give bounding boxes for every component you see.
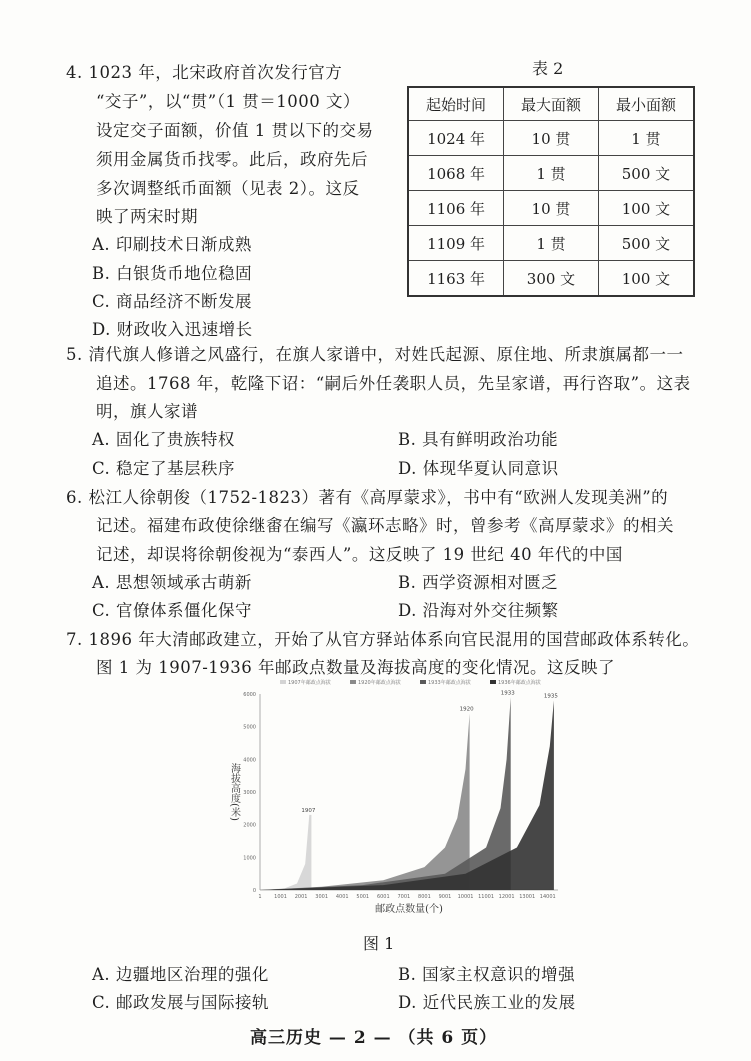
table-row (408, 261, 694, 297)
q6-option-b: B. 西学资源相对匮乏 (398, 573, 559, 592)
legend-label: 1933年邮政点海拔 (428, 680, 471, 686)
table-header-row (408, 87, 694, 121)
q7-line-2: 图 1 为 1907-1936 年邮政点数量及海拔高度的变化情况。这反映了 (96, 658, 616, 677)
q4-option-a: A. 印刷技术日渐成熟 (92, 235, 252, 254)
table-row (408, 226, 694, 261)
page-footer: 高三历史 — 2 — （共 6 页） (250, 1028, 498, 1048)
legend-swatch (420, 680, 426, 684)
q5-line-3: 明，旗人家谱 (96, 402, 198, 421)
y-tick-label: 6000 (243, 692, 256, 698)
table-cell: 500 文 (598, 226, 694, 261)
q4-option-c: C. 商品经济不断发展 (92, 292, 253, 311)
x-tick-label: 2001 (294, 894, 308, 900)
x-tick-label: 12001 (498, 894, 515, 900)
q4-line-4: 须用金属货币找零。此后，政府先后 (96, 150, 368, 169)
table-cell: 1109 年 (408, 226, 504, 261)
series-area-1933 (260, 697, 511, 890)
q5-option-b: B. 具有鲜明政治功能 (398, 430, 559, 449)
x-tick-label: 5001 (356, 894, 370, 900)
x-tick-label: 7001 (397, 894, 411, 900)
x-tick-label: 10001 (457, 894, 474, 900)
q6-line-3: 记述，却误将徐朝俊视为“泰西人”。这反映了 19 世纪 40 年代的中国 (96, 545, 623, 564)
legend-swatch (490, 680, 496, 684)
q6-option-d: D. 沿海对外交往频繁 (398, 601, 559, 620)
table-header-cell: 最小面额 (598, 87, 694, 121)
q4-line-3: 设定交子面额，价值 1 贯以下的交易 (96, 121, 374, 140)
legend-label: 1936年邮政点海拔 (498, 680, 541, 686)
q6-option-c: C. 官僚体系僵化保守 (92, 601, 253, 620)
q4-line-1: 4. 1023 年，北宋政府首次发行官方 (66, 63, 343, 82)
table-header-cell: 起始时间 (408, 87, 504, 121)
series-peak-label: 1920 (459, 706, 474, 713)
table-cell: 1 贯 (504, 156, 599, 191)
x-tick-label: 11001 (478, 894, 495, 900)
q7-option-b: B. 国家主权意识的增强 (398, 965, 576, 984)
q5-option-d: D. 体现华夏认同意识 (398, 459, 559, 478)
q4-line-2: “交子”，以“贯”（1 贯＝1000 文） (96, 92, 360, 111)
legend-label: 1907年邮政点海拔 (288, 680, 331, 686)
legend-label: 1920年邮政点海拔 (358, 680, 401, 686)
q4-line-5: 多次调整纸币面额（见表 2）。这反 (96, 179, 360, 198)
table-cell: 100 文 (598, 191, 694, 226)
q5-line-1: 5. 清代旗人修谱之风盛行，在旗人家谱中，对姓氏起源、原住地、所隶旗属都一一 (66, 345, 684, 364)
q7-option-a: A. 边疆地区治理的强化 (92, 965, 269, 984)
y-tick-label: 0 (252, 888, 256, 894)
table-cell: 1 贯 (598, 121, 694, 156)
q5-line-2: 追述。1768 年，乾隆下诏：“嗣后外任袭职人员，先呈家谱，再行咨取”。这表 (96, 374, 691, 393)
q6-line-2: 记述。福建布政使徐继畬在编写《瀛环志略》时，曾参考《高厚蒙求》的相关 (96, 516, 674, 535)
table-cell: 1024 年 (408, 121, 504, 156)
y-tick-label: 4000 (243, 757, 256, 764)
y-tick-label: 2000 (243, 822, 256, 829)
q4-line-6: 映了两宋时期 (96, 207, 198, 226)
q6-line-1: 6. 松江人徐朝俊（1752-1823）著有《高厚蒙求》，书中有“欧洲人发现美洲”的 (66, 488, 669, 507)
table-cell: 10 贯 (504, 191, 599, 226)
legend-swatch (280, 680, 286, 684)
x-tick-label: 14001 (539, 894, 556, 900)
table-cell: 1163 年 (408, 261, 504, 297)
series-area-1907 (260, 815, 311, 890)
denomination-table (407, 86, 695, 297)
series-peak-label: 1907 (301, 807, 316, 814)
x-tick-label: 3001 (315, 894, 329, 900)
table-row (408, 191, 694, 226)
y-tick-label: 5000 (243, 724, 256, 731)
x-tick-label: 1001 (274, 894, 287, 900)
q5-option-a: A. 固化了贵族特权 (92, 430, 235, 449)
table-cell: 1 贯 (504, 226, 599, 261)
table-header-cell: 最大面额 (504, 87, 599, 121)
q7-option-d: D. 近代民族工业的发展 (398, 993, 576, 1012)
x-tick-label: 8001 (418, 894, 431, 900)
x-tick-label: 4001 (335, 894, 349, 900)
q4-option-d: D. 财政收入迅速增长 (92, 320, 253, 339)
q6-option-a: A. 思想领域承古萌新 (92, 573, 252, 592)
q7-line-1: 7. 1896 年大清邮政建立，开始了从官方驿站体系向官民混用的国营邮政体系转化。 (66, 630, 700, 649)
x-tick-label: 13001 (519, 894, 536, 900)
altitude-chart (220, 672, 570, 922)
table-cell: 300 文 (504, 261, 599, 297)
legend-swatch (350, 680, 356, 684)
x-axis-label: 邮政点数量(个) (375, 904, 443, 915)
table-cell: 1068 年 (408, 156, 504, 191)
table-row (408, 156, 694, 191)
table-cell: 1106 年 (408, 191, 504, 226)
q7-option-c: C. 邮政发展与国际接轨 (92, 993, 270, 1012)
x-tick-label: 1 (258, 894, 262, 900)
q4-option-b: B. 白银货币地位稳固 (92, 264, 253, 283)
table-cell: 100 文 (598, 261, 694, 297)
table-cell: 10 贯 (504, 121, 599, 156)
y-tick-label: 3000 (243, 790, 256, 796)
series-area-1920 (260, 714, 470, 890)
q5-option-c: C. 稳定了基层秩序 (92, 459, 236, 478)
x-tick-label: 9001 (438, 894, 452, 900)
table-title: 表 2 (532, 59, 564, 78)
figure-caption: 图 1 (363, 934, 395, 953)
y-axis-label: 海拔高度(米) (228, 763, 240, 821)
table-cell: 500 文 (598, 156, 694, 191)
table-row (408, 121, 694, 156)
y-tick-label: 1000 (243, 855, 256, 862)
x-tick-label: 6001 (376, 894, 390, 900)
series-peak-label: 1935 (543, 693, 558, 700)
series-peak-label: 1933 (500, 690, 515, 697)
